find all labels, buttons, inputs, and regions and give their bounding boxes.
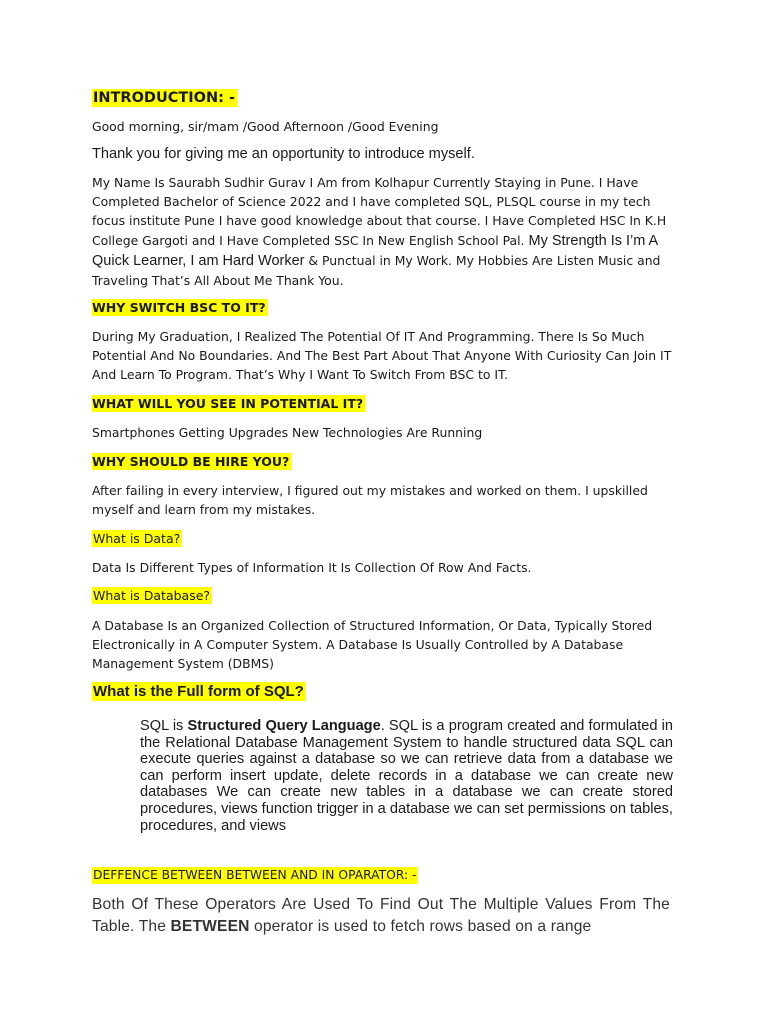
- hire-body: After failing in every interview, I figured out my mistakes and worked on them. I upskilled myself and learn from my mistakes.: [92, 483, 648, 518]
- between-heading: DEFFENCE BETWEEN BETWEEN AND IN OPARATOR: -: [93, 868, 417, 882]
- intro-greeting: Good morning, sir/mam /Good Afternoon /Good Evening: [92, 119, 439, 134]
- between-lead: Both Of These Operators Are Used To Find Out The Multiple Values From The Table. The: [92, 896, 670, 935]
- data-heading: What is Data?: [93, 531, 181, 546]
- potential-heading: WHAT WILL YOU SEE IN POTENTIAL IT?: [92, 396, 364, 411]
- switch-body: During My Graduation, I Realized The Potential Of IT And Programming. There Is So Much Potential And No Boundaries. And The Best Part About That Anyone With Curiosity Can Join IT And Learn To Program. That’s Why I Want To Switch From BSC to IT.: [92, 329, 672, 383]
- intro-bio: [92, 173, 682, 290]
- sql-heading: What is the Full form of SQL?: [93, 683, 304, 700]
- hire-heading: WHY SHOULD BE HIRE YOU?: [92, 454, 290, 469]
- sql-body: [140, 718, 673, 834]
- database-body: A Database Is an Organized Collection of Structured Information, Or Data, Typically Stored Electronically in A Computer System. A Database Is Usually Controlled by A Database Management System (DBMS): [92, 618, 653, 672]
- between-bold-term: BETWEEN: [170, 918, 250, 935]
- database-heading: What is Database?: [93, 588, 211, 603]
- intro-heading: INTRODUCTION: -: [93, 90, 235, 106]
- potential-body: Smartphones Getting Upgrades New Technologies Are Running: [92, 425, 483, 440]
- switch-heading: WHY SWITCH BSC TO IT?: [92, 300, 266, 315]
- sql-bold-term: Structured Query Language: [187, 718, 381, 734]
- between-body: [92, 894, 670, 938]
- sql-lead: SQL is: [140, 718, 188, 734]
- intro-bio-part2: & Punctual in My Work. My Hobbies Are Listen Music and Traveling That’s All About Me Thank You.: [92, 252, 661, 289]
- data-body: Data Is Different Types of Information It Is Collection Of Row And Facts.: [92, 560, 532, 575]
- intro-bio-part1: My Name Is Saurabh Sudhir Gurav I Am from Kolhapur Currently Staying in Pune. I Have Completed Bachelor of Science 2022 and I have completed SQL, PLSQL course in my tech focus institute Pune I have good knowledge about that course. I Have Completed HSC In K.H College Gargoti and I Have Completed SSC In New English School Pal.: [92, 175, 667, 248]
- between-rest: operator is used to fetch rows based on a range: [249, 918, 592, 935]
- intro-thanks: Thank you for giving me an opportunity to introduce myself.: [92, 146, 475, 162]
- intro-bio-strength: My Strength Is I’m A Quick Learner, I am Hard Worker: [92, 232, 658, 269]
- sql-rest: . SQL is a program created and formulated in the Relational Database Management System to handle structured data SQL can execute queries against a database so we can retrieve data from a database we can perform insert update, delete records in a database we can create new databases We can create new tables in a database we can create stored procedures, views function trigger in a database we can set permissions on tables, procedures, and views: [140, 718, 674, 834]
